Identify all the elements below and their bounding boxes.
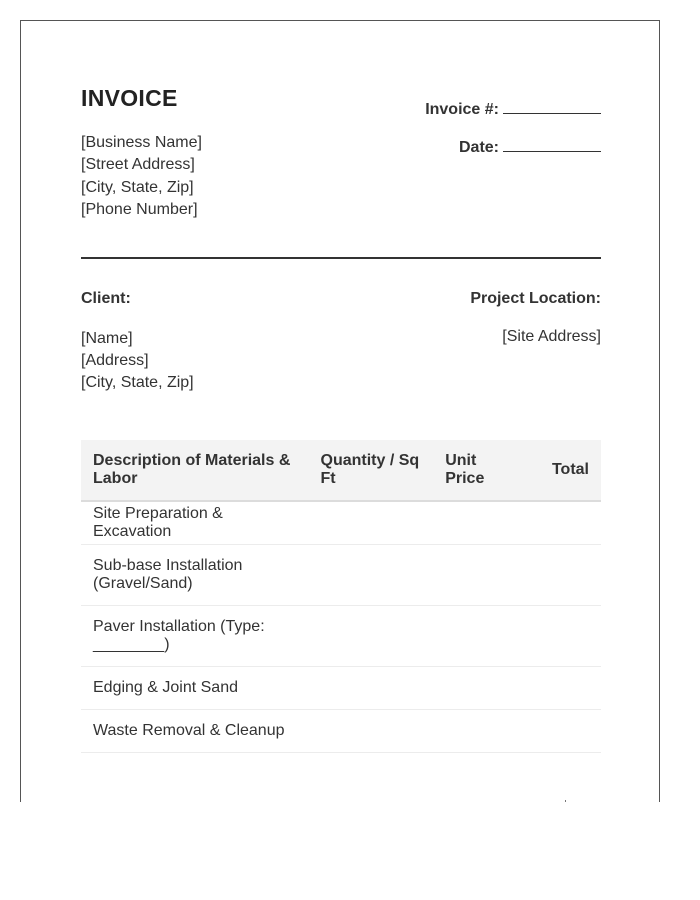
header-unit-price: Unit Price <box>433 440 521 501</box>
page-speck <box>565 800 566 802</box>
line-items-table <box>81 440 601 753</box>
business-phone: [Phone Number] <box>81 200 198 218</box>
business-street: [Street Address] <box>81 156 195 174</box>
client-label: Client: <box>81 290 131 307</box>
invoice-number-label: Invoice #: <box>425 101 499 118</box>
row-description: Site Preparation & Excavation <box>81 501 309 545</box>
invoice-date-blank <box>503 137 601 152</box>
row-unit-price <box>433 606 521 667</box>
table-row <box>81 710 601 753</box>
invoice-number-field <box>425 99 601 119</box>
table-row <box>81 501 601 545</box>
project-site-address: [Site Address] <box>502 328 601 345</box>
row-quantity <box>309 545 434 606</box>
row-total <box>521 667 601 710</box>
row-total <box>521 606 601 667</box>
invoice-number-blank <box>503 99 601 114</box>
header-total: Total <box>521 440 601 501</box>
row-quantity <box>309 710 434 753</box>
row-description: Paver Installation (Type: ________) <box>81 606 309 667</box>
client-address: [Address] <box>81 352 149 369</box>
client-info <box>81 328 194 394</box>
row-quantity <box>309 501 434 545</box>
business-info <box>81 132 202 221</box>
table-header-row <box>81 440 601 501</box>
row-unit-price <box>433 710 521 753</box>
table-row <box>81 545 601 606</box>
header-quantity: Quantity / Sq Ft <box>309 440 434 501</box>
row-description: Waste Removal & Cleanup <box>81 710 309 753</box>
invoice-sheet <box>20 20 660 802</box>
table-row <box>81 606 601 667</box>
row-unit-price <box>433 501 521 545</box>
row-quantity <box>309 606 434 667</box>
invoice-title: INVOICE <box>81 85 178 111</box>
invoice-date-field <box>459 137 601 157</box>
client-city: [City, State, Zip] <box>81 374 194 391</box>
invoice-date-label: Date: <box>458 139 499 156</box>
header-divider <box>81 257 601 259</box>
row-total <box>521 501 601 545</box>
table-row <box>81 667 601 710</box>
client-name: [Name] <box>81 330 133 347</box>
project-location-label: Project Location: <box>470 290 601 307</box>
business-name: [Business Name] <box>81 134 202 151</box>
row-total <box>521 545 601 606</box>
row-unit-price <box>433 545 521 606</box>
row-total <box>521 710 601 753</box>
row-quantity <box>309 667 434 710</box>
header-description: Description of Materials & Labor <box>81 440 309 501</box>
row-description: Sub-base Installation (Gravel/Sand) <box>81 545 309 606</box>
business-city: [City, State, Zip] <box>81 178 194 196</box>
row-description: Edging & Joint Sand <box>81 667 309 710</box>
row-unit-price <box>433 667 521 710</box>
